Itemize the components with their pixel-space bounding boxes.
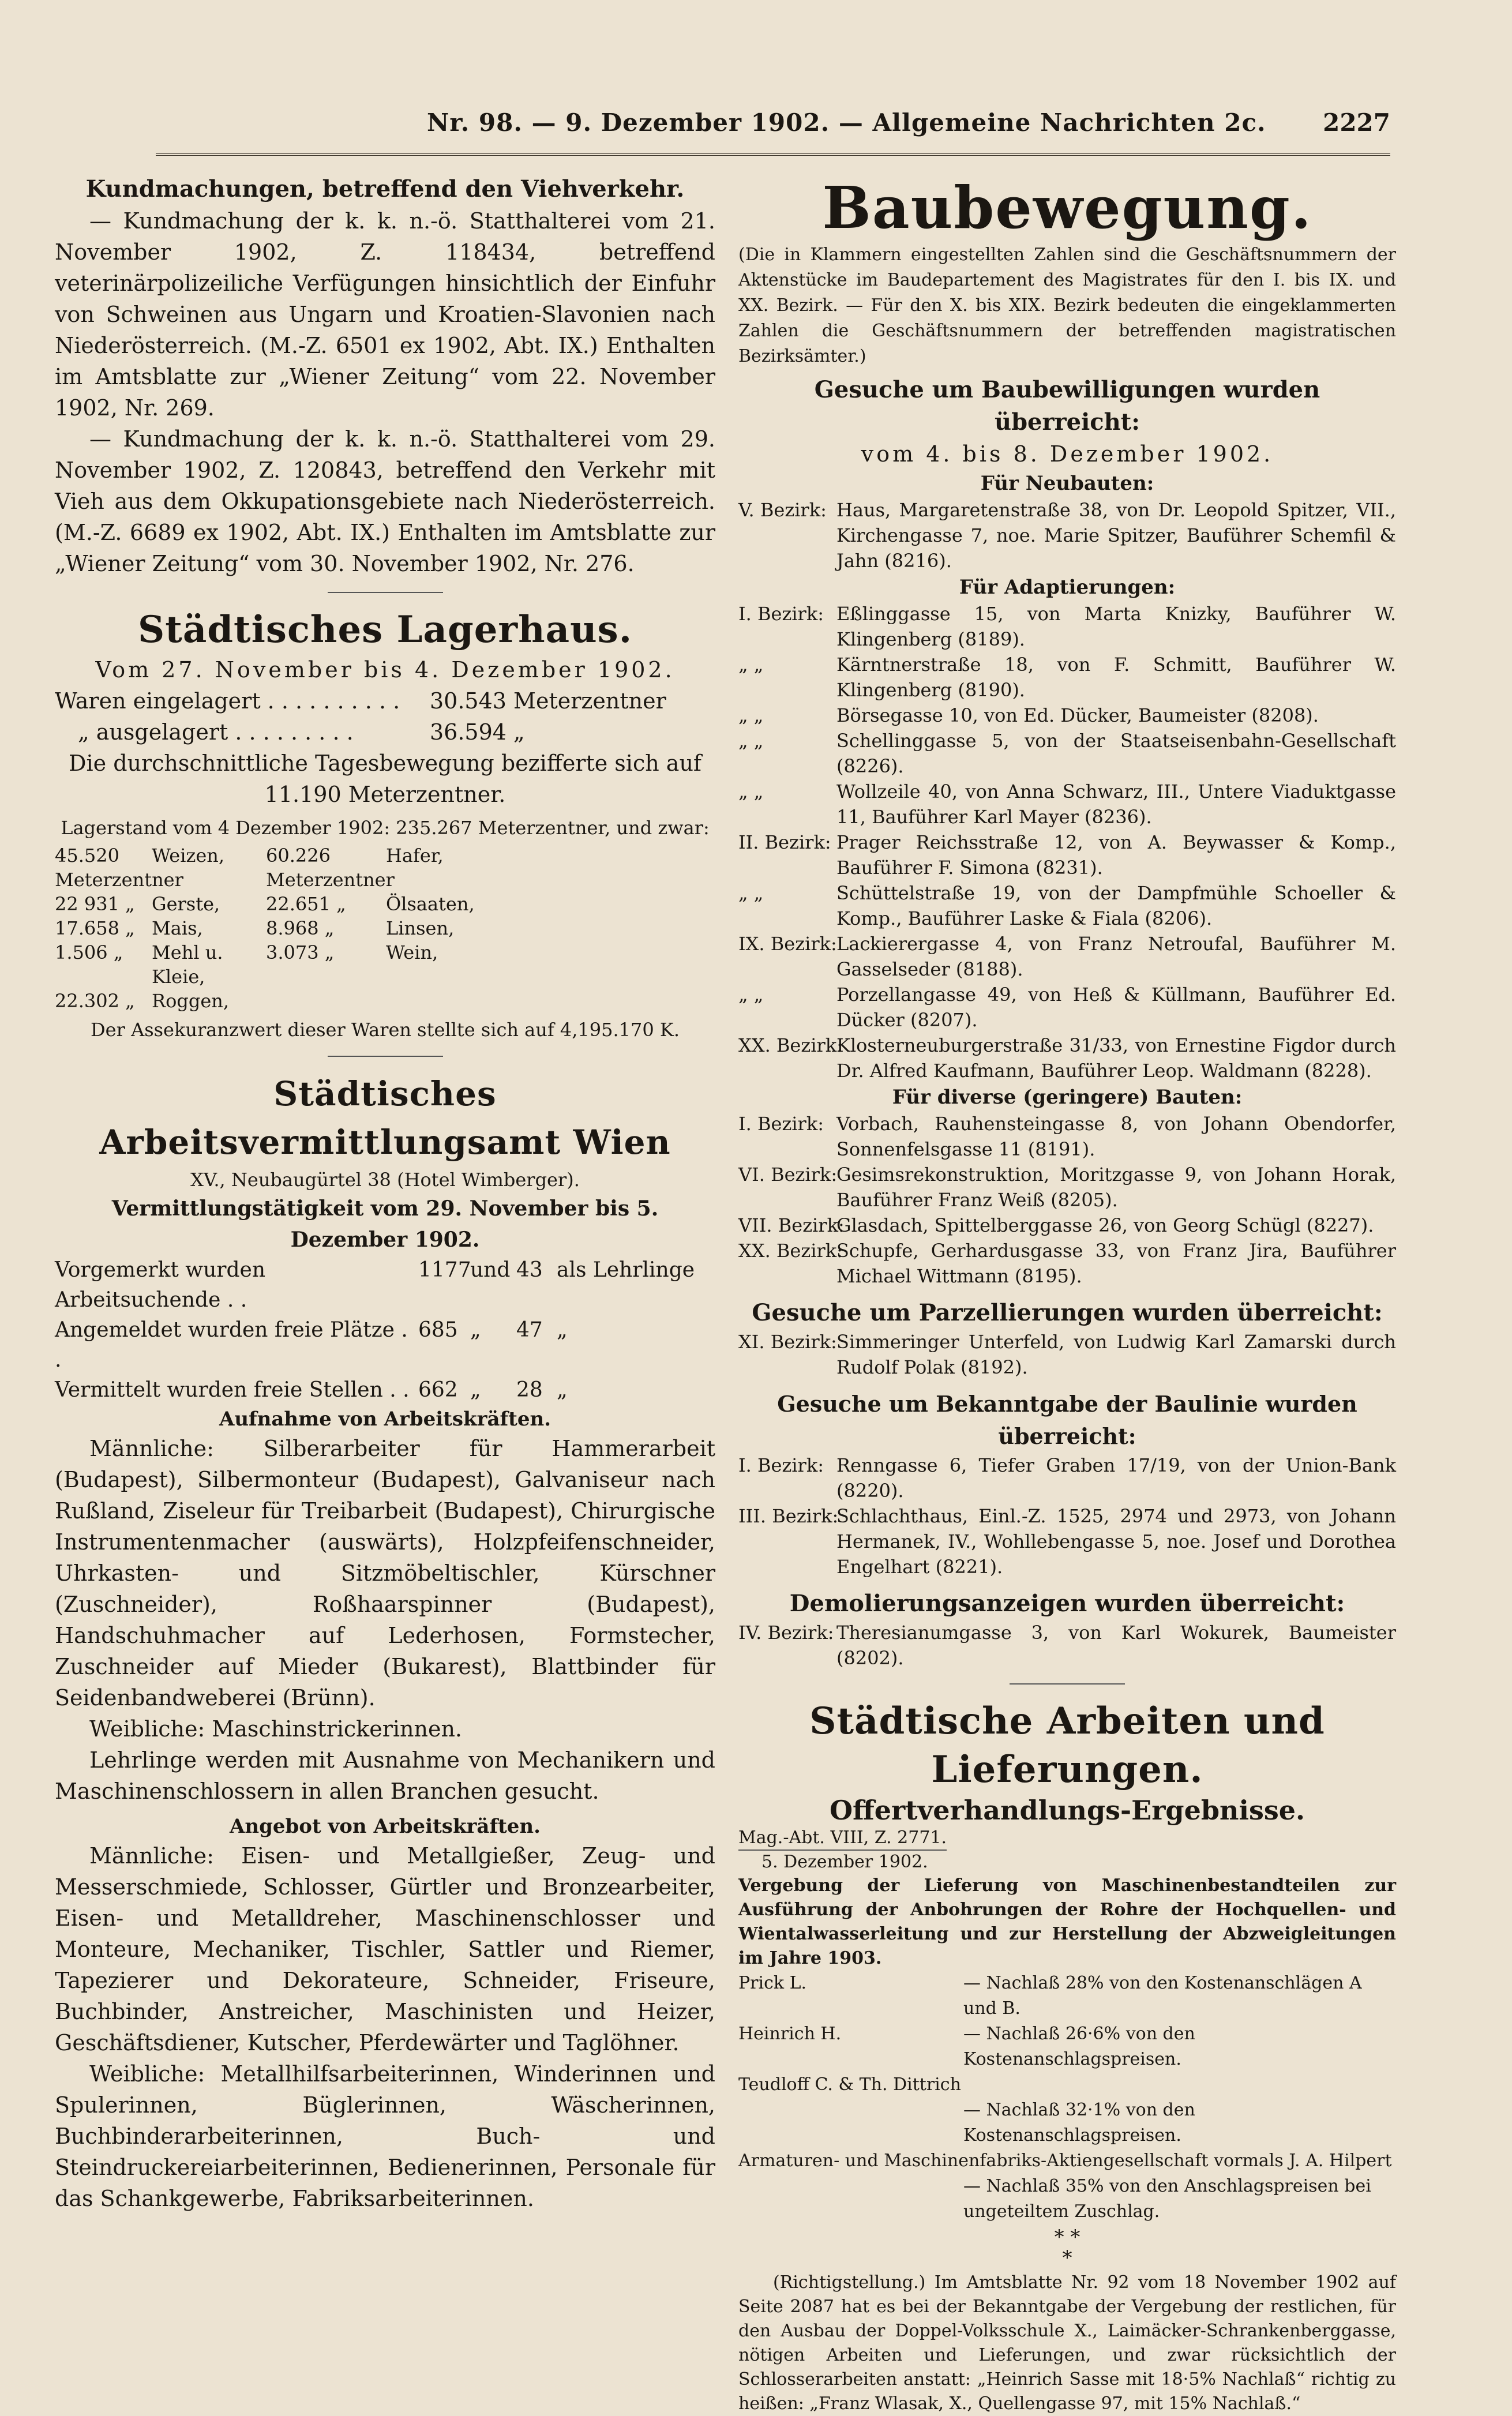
- viehverkehr-p1: — Kundmachung der k. k. n.-ö. Statthalterei vom 21. November 1902, Z. 118434, betreffend veterinärpolizeiliche Verfügungen hinsichtlich der Einfuhr von Schweinen aus Ungarn und Kroatien-Slavonien nach Niederösterreich. (M.-Z. 6501 ex 1902, Abt. IX.) Enthalten im Amtsblatte zur „Wiener Zeitung“ vom 22. November 1902, Nr. 269.: [55, 208, 715, 421]
- lagerhaus-row-ausgelagert: [55, 716, 715, 748]
- text-cell: Mehl u. Kleie,: [152, 941, 223, 988]
- text-cell: — Nachlaß 32·1% von den Kostenanschlagspreisen.: [963, 2100, 1195, 2145]
- richtigstellung: (Richtigstellung.) Im Amtsblatte Nr. 92 vom 18 November 1902 auf Seite 2087 hat es bei der Bekanntgabe der Vergebung der restlichen, für den Ausbau der Doppel-Volksschule X., Laimäcker-Schrankenberggasse, nötigen Arbeiten und Lieferungen, und zwar rücksichtlich der Schlosserarbeiten anstatt: „Heinrich Sasse mit 18·5% Nachlaß“ richtig zu heißen: „Franz Wlasak, X., Quellengasse 97, mit 15% Nachlaß.“: [738, 2272, 1396, 2414]
- text-cell: VII. Bezirk:: [738, 1214, 845, 1236]
- right-column: [738, 173, 1396, 2416]
- list-item: [738, 601, 1396, 652]
- lagerhaus-period: Vom 27. November bis 4. Dezember 1902.: [95, 657, 675, 682]
- text-cell: 47: [516, 1318, 543, 1342]
- list-item: [738, 2098, 1396, 2148]
- arbeiten-ref: Mag.-Abt. VIII, Z. 2771.: [738, 1826, 947, 1851]
- arbeiten-vergebung: Vergebung der Lieferung von Maschinenbestandteilen zur Ausführung der Anbohrungen der Rohre der Hochquellen- und Wientalwasserleitung und zur Herstellung der Abzweigleitungen im Jahre 1903.: [738, 1875, 1396, 1968]
- text-cell: Glasdach, Spittelberggasse 26, von Georg Schügl (8227).: [836, 1214, 1374, 1236]
- baubewilligungen-period: vom 4. bis 8. Dezember 1902.: [861, 441, 1274, 467]
- text-cell: Haus, Margaretenstraße 38, von Dr. Leopold Spitzer, VII., Kirchengasse 7, noe. Marie Spitzer, Bauführer Schemfil & Jahn (8216).: [836, 499, 1396, 572]
- list-item: [738, 1971, 1396, 2021]
- text-cell: 22.302 „: [55, 990, 135, 1012]
- aufnahme-title: Aufnahme von Arbeitskräften.: [219, 1408, 551, 1431]
- text-cell: Eßlinggasse 15, von Marta Knizky, Bauführer W. Klingenberg (8189).: [836, 603, 1396, 650]
- text-cell: Prick L.: [738, 1973, 807, 1993]
- text-cell: 22 931 „: [55, 893, 135, 915]
- text-cell: „: [470, 1318, 481, 1342]
- text-cell: Kärntnerstraße 18, von F. Schmitt, Bauführer W. Klingenberg (8190).: [836, 654, 1396, 701]
- angebot-title: Angebot von Arbeitskräften.: [230, 1815, 541, 1838]
- text-cell: Vorbach, Rauhensteingasse 8, von Johann Obendorfer, Sonnenfelsgasse 11 (8191).: [836, 1113, 1396, 1160]
- text-cell: IV. Bezirk:: [738, 1622, 834, 1644]
- aufnahme-weiblich: Weibliche: Maschinstrickerinnen.: [89, 1716, 462, 1742]
- stars-divider: * * *: [1054, 2226, 1080, 2269]
- aufnahme-maennlich: Männliche: Silberarbeiter für Hammerarbeit (Budapest), Silbermonteur (Budapest), Galvaniseur nach Rußland, Ziseleur für Treibarbeit (Budapest), Chirurgische Instrumentenmacher (auswärts), Holzpfeifenschneider, Uhrkasten- und Sitzmöbeltischler, Kürschner (Zuschneider), Roßhaarspinner (Budapest), Handschuhmacher auf Lederhosen, Formstecher, Zuschneider auf Mieder (Bukarest), Blattbinder für Seidenbandweberei (Brünn).: [55, 1436, 715, 1710]
- text-cell: I. Bezirk:: [738, 603, 824, 625]
- lagerhaus-assekuranz: Der Assekuranzwert dieser Waren stellte sich auf 4,195.170 K.: [91, 1019, 680, 1041]
- neubauten-title: Für Neubauten:: [980, 472, 1154, 495]
- text-cell: 30.543 Meterzentner: [430, 688, 666, 714]
- arbeitsamt-title: Städtisches Arbeitsvermittlungsamt Wien: [99, 1074, 671, 1162]
- lagerhaus-stock-table: [55, 843, 715, 1013]
- list-item: [738, 2021, 1396, 2072]
- text-cell: Armaturen- und Maschinenfabriks-Aktiengesellschaft vormals J. A. Hilpert: [738, 2151, 1392, 2171]
- text-cell: „ „: [738, 704, 764, 726]
- parzellierungen-title: Gesuche um Parzellierungen wurden überreicht:: [752, 1299, 1383, 1326]
- list-item: [738, 1453, 1396, 1503]
- text-cell: Lackierergasse 4, von Franz Netroufal, Bauführer M. Gasselseder (8188).: [836, 933, 1396, 980]
- text-cell: Renngasse 6, Tiefer Graben 17/19, von der Union-Bank (8220).: [836, 1454, 1396, 1502]
- viehverkehr-title: Kundmachungen, betreffend den Viehverkehr.: [85, 175, 685, 202]
- text-cell: VI. Bezirk:: [738, 1164, 838, 1186]
- lagerhaus-row-eingelagert: [55, 685, 715, 716]
- arbeiten-subtitle: Offertverhandlungs-Ergebnisse.: [829, 1795, 1305, 1826]
- demolierung-title: Demolierungsanzeigen wurden überreicht:: [789, 1590, 1345, 1617]
- text-cell: V. Bezirk:: [738, 499, 827, 521]
- text-cell: I. Bezirk:: [738, 1454, 824, 1476]
- text-cell: 1.506 „: [55, 941, 123, 963]
- list-item: [738, 1503, 1396, 1580]
- text-cell: „ „: [738, 654, 764, 676]
- text-cell: Mais,: [152, 917, 203, 939]
- list-item: [738, 497, 1396, 573]
- text-cell: Teudloff C. & Th. Dittrich: [738, 2074, 961, 2095]
- text-cell: Waren eingelagert . . . . . . . . . .: [55, 688, 400, 714]
- text-cell: III. Bezirk:: [738, 1505, 839, 1527]
- list-item: [738, 880, 1396, 931]
- list-item: [738, 1162, 1396, 1213]
- text-cell: „: [470, 1378, 481, 1402]
- text-cell: Schüttelstraße 19, von der Dampfmühle Schoeller & Komp., Bauführer Laske & Fiala (8206).: [836, 882, 1396, 929]
- list-item: [738, 1620, 1396, 1671]
- header-rule: [156, 153, 1390, 156]
- list-item: [738, 2072, 1396, 2098]
- text-cell: und: [470, 1258, 511, 1282]
- text-cell: 45.520 Meterzentner: [55, 845, 183, 891]
- arbeitsamt-address: XV., Neubaugürtel 38 (Hotel Wimberger).: [190, 1169, 580, 1191]
- text-cell: — Nachlaß 35% von den Anschlagspreisen bei ungeteiltem Zuschlag.: [963, 2176, 1371, 2222]
- arbeitsamt-period: Vermittlungstätigkeit vom 29. November bis 5. Dezember 1902.: [111, 1196, 659, 1252]
- text-cell: — Nachlaß 28% von den Kostenanschlägen A und B.: [963, 1973, 1362, 2019]
- list-item: [738, 1033, 1396, 1083]
- lagerhaus-stock-line: Lagerstand vom 4 Dezember 1902: 235.267 Meterzentner, und zwar:: [61, 817, 710, 839]
- text-cell: „ „: [738, 882, 764, 904]
- list-item: [738, 728, 1396, 779]
- text-cell: [963, 2072, 1396, 2098]
- viehverkehr-p2: — Kundmachung der k. k. n.-ö. Statthalterei vom 29. November 1902, Z. 120843, betreffend den Verkehr mit Vieh aus dem Okkupationsgebiete nach Niederösterreich. (M.-Z. 6689 ex 1902, Abt. IX.) Enthalten im Amtsblatte zur „Wiener Zeitung“ vom 30. November 1902, Nr. 276.: [55, 426, 715, 576]
- text-cell: Hafer,: [386, 845, 444, 866]
- list-item: [738, 2174, 1396, 2224]
- text-cell: „: [557, 1318, 568, 1342]
- text-cell: Börsegasse 10, von Ed. Dücker, Baumeister (8208).: [836, 704, 1319, 726]
- text-cell: als Lehrlinge: [557, 1258, 695, 1282]
- adaptierungen-title: Für Adaptierungen:: [959, 576, 1176, 599]
- arbeiten-results: [738, 1971, 1396, 2224]
- text-cell: 36.594 „: [430, 719, 525, 745]
- text-cell: Schlachthaus, Einl.-Z. 1525, 2974 und 2973, von Johann Hermanek, IV., Wohllebengasse 5, noe. Josef und Dorothea Engelhart (8221).: [836, 1505, 1396, 1578]
- list-item: [738, 703, 1396, 728]
- text-cell: Vermittelt wurden freie Stellen . .: [55, 1378, 410, 1402]
- text-cell: Gesimsrekonstruktion, Moritzgasse 9, von Johann Horak, Bauführer Franz Weiß (8205).: [836, 1164, 1396, 1211]
- text-cell: 1177: [418, 1258, 471, 1282]
- baulinie-title: Gesuche um Bekanntgabe der Baulinie wurden überreicht:: [777, 1391, 1357, 1449]
- text-cell: 17.658 „: [55, 917, 135, 939]
- list-item: [738, 931, 1396, 982]
- text-cell: Angemeldet wurden freie Plätze . .: [55, 1318, 408, 1372]
- text-cell: — Nachlaß 26·6% von den Kostenanschlagspreisen.: [963, 2024, 1195, 2069]
- separator: [328, 1056, 443, 1057]
- text-cell: IX. Bezirk:: [738, 933, 837, 955]
- lagerhaus-title: Städtisches Lagerhaus.: [138, 608, 632, 651]
- text-cell: „ „: [738, 984, 764, 1006]
- text-cell: [738, 2174, 963, 2224]
- text-cell: Prager Reichsstraße 12, von A. Beywasser & Komp., Bauführer F. Simona (8231).: [836, 831, 1396, 879]
- header-text: Nr. 98. — 9. Dezember 1902. — Allgemeine Nachrichten 2c.: [427, 108, 1266, 137]
- text-cell: 60.226 Meterzentner: [266, 845, 395, 891]
- text-cell: Roggen,: [152, 990, 230, 1012]
- page-number: 2227: [1323, 108, 1390, 137]
- text-cell: Wein,: [386, 941, 438, 963]
- angebot-weiblich: Weibliche: Metallhilfsarbeiterinnen, Winderinnen und Spulerinnen, Büglerinnen, Wäscherinnen, Buchbinderarbeiterinnen, Buch- und Steindruckereiarbeiterinnen, Bedienerinnen, Personale für das Schankgewerbe, Fabriksarbeiterinnen.: [55, 2061, 715, 2211]
- lagerhaus-avg: Die durchschnittliche Tagesbewegung bezifferte sich auf 11.190 Meterzentner.: [69, 751, 701, 807]
- text-cell: „ „: [738, 781, 764, 802]
- text-cell: XX. Bezirk:: [738, 1240, 843, 1262]
- text-cell: 28: [516, 1378, 543, 1402]
- text-cell: 43: [516, 1258, 543, 1282]
- text-cell: [738, 2098, 963, 2148]
- baubewegung-title: Baubewegung.: [822, 174, 1312, 242]
- text-cell: Linsen,: [386, 917, 455, 939]
- arbeiten-date: 5. Dezember 1902.: [761, 1852, 928, 1872]
- text-cell: Theresianumgasse 3, von Karl Wokurek, Baumeister (8202).: [836, 1622, 1396, 1669]
- text-cell: 662: [418, 1378, 458, 1402]
- text-cell: Weizen,: [152, 845, 225, 866]
- baubewilligungen-title: Gesuche um Baubewilligungen wurden überreicht:: [814, 376, 1320, 436]
- text-cell: Heinrich H.: [738, 2024, 842, 2044]
- arbeiten-title: Städtische Arbeiten und Lieferungen.: [809, 1700, 1325, 1791]
- list-item: [738, 830, 1396, 880]
- text-cell: XX. Bezirk:: [738, 1034, 843, 1056]
- baubewegung-note: (Die in Klammern eingestellten Zahlen sind die Geschäftsnummern der Aktenstücke im Baudepartement des Magistrates für den I. bis IX. und XX. Bezirk. — Für den X. bis XIX. Bezirk bedeuten die eingeklammerten Zahlen die Geschäftsnummern der betreffenden magistratischen Bezirksämter.): [738, 245, 1396, 366]
- list-item: [738, 1111, 1396, 1162]
- text-cell: Wollzeile 40, von Anna Schwarz, III., Untere Viaduktgasse 11, Bauführer Karl Mayer (8236).: [836, 781, 1396, 828]
- page-header: [156, 108, 1390, 143]
- text-cell: „: [557, 1378, 568, 1402]
- separator: [328, 592, 443, 593]
- list-item: [738, 779, 1396, 830]
- text-cell: Porzellangasse 49, von Heß & Küllmann, Bauführer Ed. Dücker (8207).: [836, 984, 1396, 1031]
- text-cell: Klosterneuburgerstraße 31/33, von Ernestine Figdor durch Dr. Alfred Kaufmann, Bauführer Leop. Waldmann (8228).: [836, 1034, 1396, 1082]
- list-item: [738, 982, 1396, 1033]
- text-cell: 22.651 „: [266, 893, 346, 915]
- text-cell: XI. Bezirk:: [738, 1331, 837, 1353]
- left-column: [55, 173, 715, 2214]
- text-cell: Schellinggasse 5, von der Staatseisenbahn-Gesellschaft (8226).: [836, 730, 1396, 777]
- text-cell: „ „: [738, 730, 764, 752]
- text-cell: 685: [418, 1318, 458, 1342]
- text-cell: II. Bezirk:: [738, 831, 831, 853]
- text-cell: 3.073 „: [266, 941, 335, 963]
- list-item: [738, 652, 1396, 703]
- lehrlinge-text: Lehrlinge werden mit Ausnahme von Mechanikern und Maschinenschlossern in allen Branchen gesucht.: [55, 1747, 715, 1804]
- angebot-maennlich: Männliche: Eisen- und Metallgießer, Zeug- und Messerschmiede, Schlosser, Gürtler und Bronzearbeiter, Eisen- und Metalldreher, Maschinenschlosser und Monteure, Mechaniker, Tischler, Sattler und Riemer, Tapezierer und Dekorateure, Schneider, Friseure, Buchbinder, Anstreicher, Maschinisten und Heizer, Geschäftsdiener, Kutscher, Pferdewärter und Taglöhner.: [55, 1843, 715, 2055]
- text-cell: 8.968 „: [266, 917, 335, 939]
- text-cell: Simmeringer Unterfeld, von Ludwig Karl Zamarski durch Rudolf Polak (8192).: [836, 1331, 1396, 1378]
- arbeitsamt-stats: [55, 1255, 715, 1405]
- text-cell: Schupfe, Gerhardusgasse 33, von Franz Jira, Bauführer Michael Wittmann (8195).: [836, 1240, 1396, 1287]
- list-item: [738, 2148, 1396, 2174]
- list-item: [738, 1213, 1396, 1238]
- separator: [1010, 1683, 1125, 1685]
- text-cell: Ölsaaten,: [386, 893, 475, 915]
- text-cell: Vorgemerkt wurden Arbeitsuchende . .: [55, 1258, 266, 1312]
- list-item: [738, 1329, 1396, 1380]
- text-cell: I. Bezirk:: [738, 1113, 824, 1135]
- text-cell: Gerste,: [152, 893, 220, 915]
- text-cell: „ ausgelagert . . . . . . . . .: [78, 719, 354, 745]
- list-item: [738, 1238, 1396, 1289]
- diverse-title: Für diverse (geringere) Bauten:: [892, 1086, 1243, 1109]
